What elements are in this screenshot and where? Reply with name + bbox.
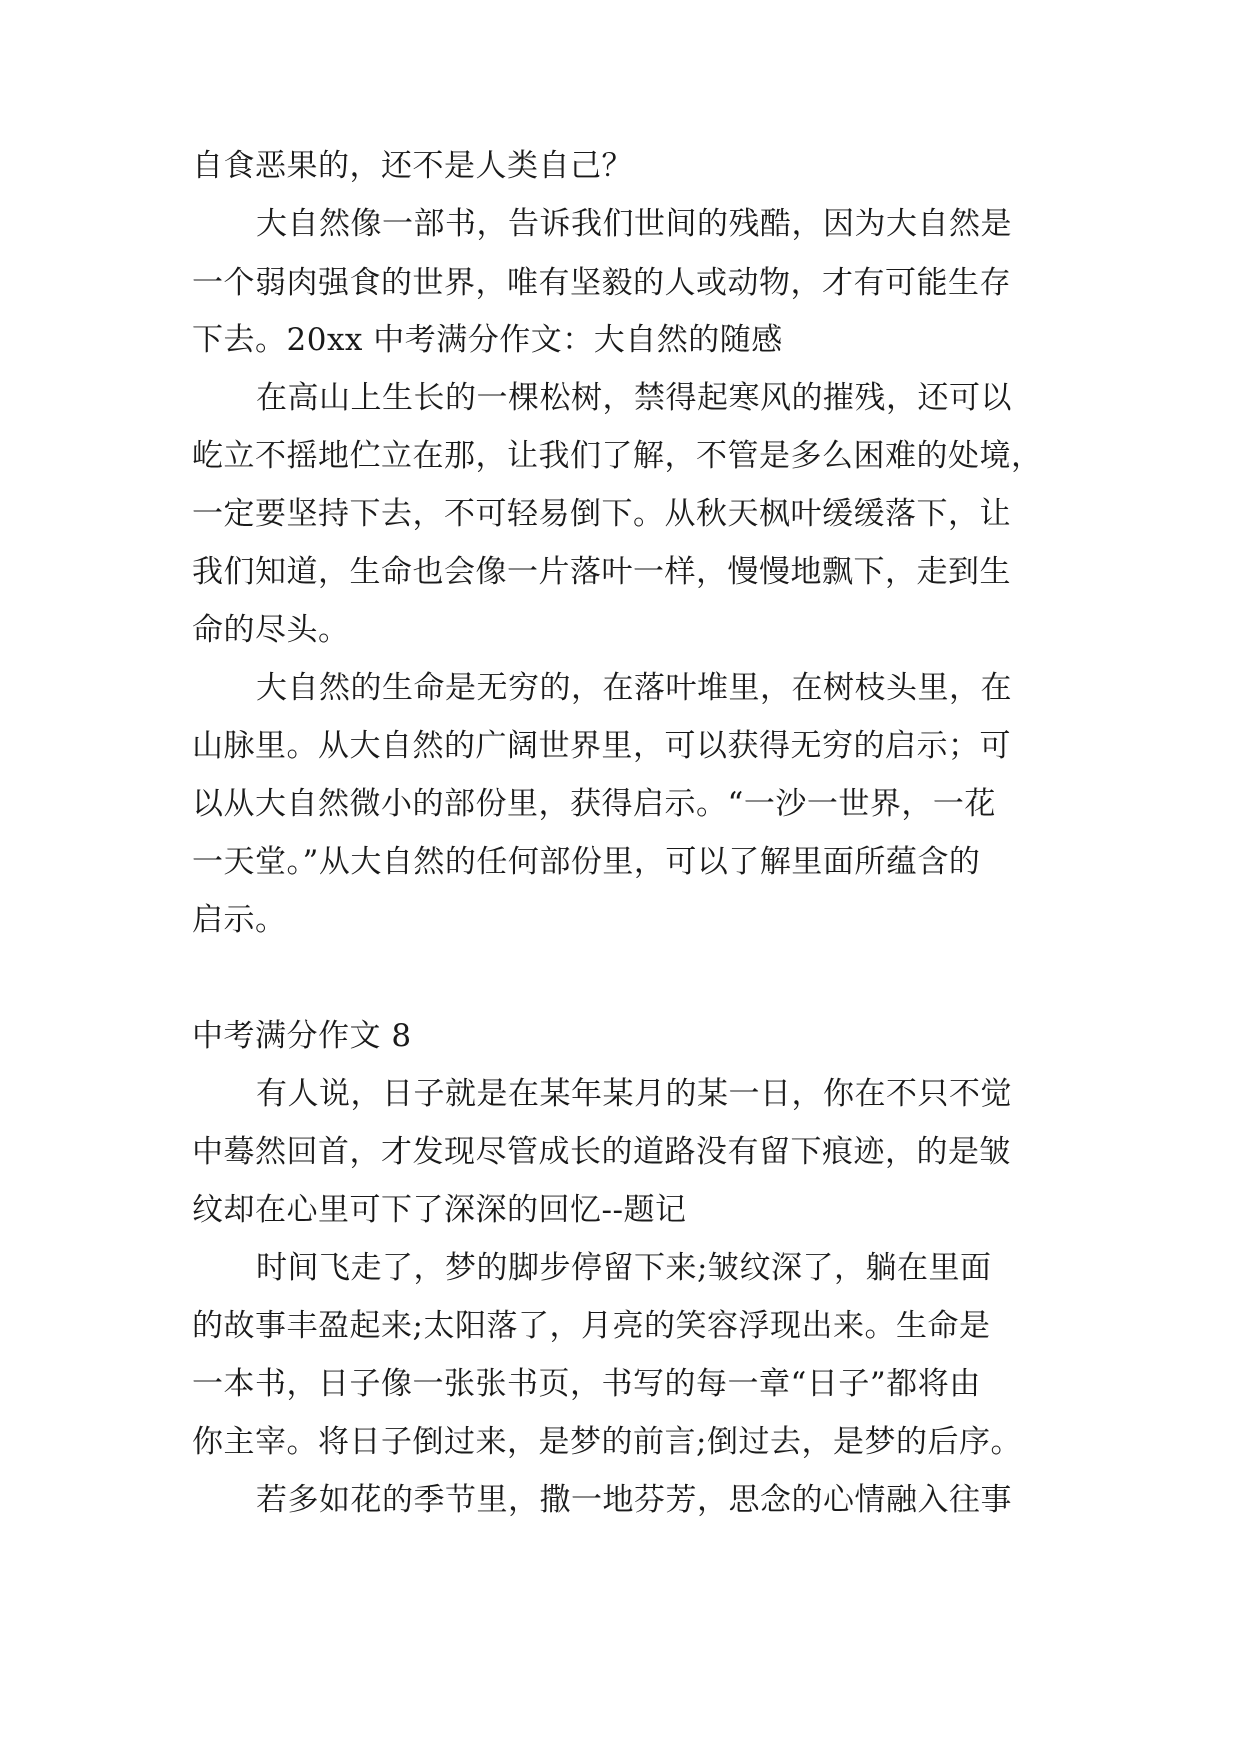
text-line: 的故事丰盈起来;太阳落了，月亮的笑容浮现出来。生命是 <box>192 1308 991 1344</box>
paragraph-first-line: 有人说，日子就是在某年某月的某一日，你在不只不觉 <box>256 1076 1012 1112</box>
paragraph-first-line: 时间飞走了，梦的脚步停留下来;皱纹深了，躺在里面 <box>256 1250 992 1286</box>
text-line: 纹却在心里可下了深深的回忆--题记 <box>192 1192 687 1228</box>
text-line: 一个弱肉强食的世界，唯有坚毅的人或动物，才有可能生存 <box>192 265 1011 301</box>
text-line: 你主宰。将日子倒过来，是梦的前言;倒过去，是梦的后序。 <box>192 1424 1022 1460</box>
paragraph-first-line: 在高山上生长的一棵松树，禁得起寒风的摧残，还可以 <box>256 380 1012 416</box>
text-line: 下去。20xx 中考满分作文：大自然的随感 <box>192 322 783 358</box>
text-line: 山脉里。从大自然的广阔世界里，可以获得无穷的启示；可 <box>192 728 1011 764</box>
text-line: 一天堂。”从大自然的任何部份里，可以了解里面所蕴含的 <box>192 844 981 880</box>
text-line: 命的尽头。 <box>192 612 350 648</box>
text-line: 屹立不摇地伫立在那，让我们了解，不管是多么困难的处境， <box>192 438 1043 474</box>
paragraph-first-line: 若多如花的季节里，撒一地芬芳，思念的心情融入往事 <box>256 1482 1012 1518</box>
text-line: 一定要坚持下去，不可轻易倒下。从秋天枫叶缓缓落下，让 <box>192 496 1011 532</box>
text-line: 我们知道，生命也会像一片落叶一样，慢慢地飘下，走到生 <box>192 554 1011 590</box>
paragraph-first-line: 大自然像一部书，告诉我们世间的残酷，因为大自然是 <box>256 206 1012 242</box>
text-line: 一本书，日子像一张张书页，书写的每一章“日子”都将由 <box>192 1366 981 1402</box>
text-line: 启示。 <box>192 902 287 938</box>
paragraph-first-line: 大自然的生命是无穷的，在落叶堆里，在树枝头里，在 <box>256 670 1012 706</box>
text-line: 以从大自然微小的部份里，获得启示。“一沙一世界，一花 <box>192 786 996 822</box>
text-line: 自食恶果的，还不是人类自己？ <box>192 148 633 184</box>
text-line: 中蓦然回首，才发现尽管成长的道路没有留下痕迹，的是皱 <box>192 1134 1011 1170</box>
section-heading: 中考满分作文 8 <box>192 1018 412 1054</box>
